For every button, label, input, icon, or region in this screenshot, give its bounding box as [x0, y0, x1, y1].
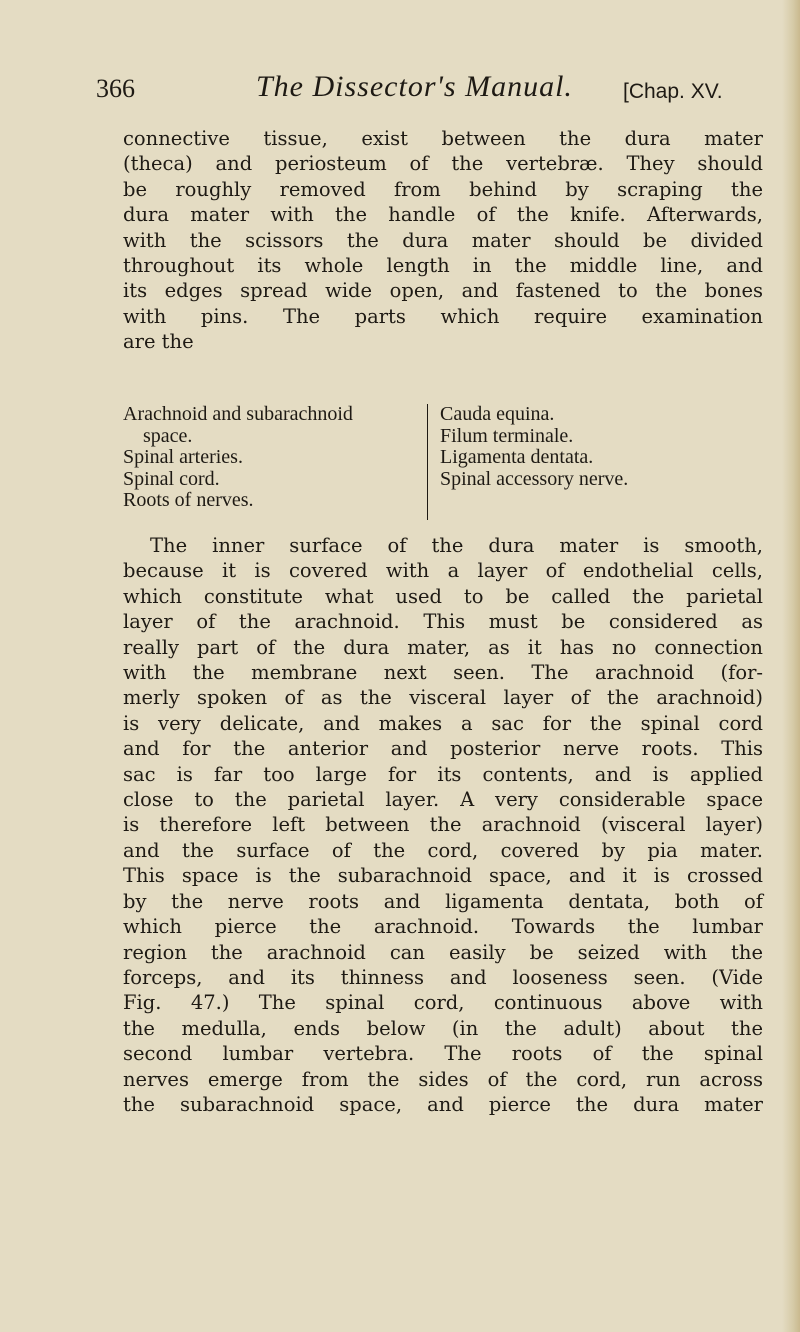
text-line: are the: [123, 330, 194, 354]
list-item: Ligamenta dentata.: [440, 446, 594, 468]
text-line: be roughly removed from behind by scraping the: [123, 177, 763, 201]
list-item: Roots of nerves.: [123, 489, 254, 511]
list-item: Filum terminale.: [440, 424, 574, 447]
text-line: is therefore left between the arachnoid (visceral layer): [123, 813, 763, 837]
text-line: the medulla, ends below (in the adult) about the: [123, 1016, 763, 1040]
text-line: second lumbar vertebra. The roots of the spinal: [123, 1042, 763, 1066]
list-item: Cauda equina.: [440, 403, 555, 425]
text-line: its edges spread wide open, and fastened to the bones: [123, 279, 763, 303]
text-line: layer of the arachnoid. This must be considered as: [123, 610, 763, 634]
list-item: Spinal cord.: [123, 467, 220, 490]
list-item: Spinal accessory nerve.: [440, 467, 629, 490]
page-edge-shadow: [782, 0, 800, 1332]
text-line: is very delicate, and makes a sac for the spinal cord: [123, 711, 763, 735]
text-line: which constitute what used to be called the parietal: [123, 584, 763, 608]
text-line: and the surface of the cord, covered by pia mater.: [123, 838, 763, 862]
text-line: dura mater with the handle of the knife. Afterwards,: [123, 203, 763, 227]
running-title: The Dissector's Manual.: [256, 70, 573, 103]
page-number: 366: [96, 74, 135, 103]
chapter-reference: [Chap. XV.: [623, 80, 723, 103]
list-item: space.: [143, 424, 193, 447]
text-line: connective tissue, exist between the dura mater: [123, 127, 763, 150]
paragraph-2: [123, 533, 763, 1117]
parts-list: [123, 404, 763, 524]
list-item: Spinal arteries.: [123, 446, 243, 468]
text-line: really part of the dura mater, as it has no connection: [123, 635, 763, 659]
list-item: Arachnoid and subarachnoid: [123, 403, 353, 425]
text-line: The inner surface of the dura mater is smooth,: [150, 534, 763, 557]
text-line: nerves emerge from the sides of the cord, run across: [123, 1067, 763, 1091]
text-line: (theca) and periosteum of the vertebræ. They should: [123, 152, 763, 176]
text-line: close to the parietal layer. A very considerable space: [123, 788, 763, 812]
running-header: [88, 70, 768, 110]
text-line: throughout its whole length in the middle line, and: [123, 254, 763, 278]
text-line: with the membrane next seen. The arachnoid (for-: [123, 661, 763, 685]
text-line: and for the anterior and posterior nerve roots. This: [123, 737, 763, 761]
text-line: the subarachnoid space, and pierce the dura mater: [123, 1092, 763, 1116]
text-line: region the arachnoid can easily be seized with the: [123, 940, 763, 964]
paragraph-1: [123, 126, 763, 355]
parts-list-right-column: [440, 404, 760, 490]
column-divider: [427, 404, 428, 520]
text-line: This space is the subarachnoid space, and it is crossed: [123, 864, 763, 888]
text-line: forceps, and its thinness and looseness seen. (Vide: [123, 965, 763, 989]
text-line: with the scissors the dura mater should be divided: [123, 228, 763, 252]
text-line: with pins. The parts which require examination: [123, 304, 763, 328]
text-line: merly spoken of as the visceral layer of the arachnoid): [123, 686, 763, 710]
text-line: sac is far too large for its contents, and is applied: [123, 762, 763, 786]
parts-list-left-column: [123, 404, 423, 512]
text-line: which pierce the arachnoid. Towards the lumbar: [123, 915, 763, 939]
text-line: by the nerve roots and ligamenta dentata, both of: [123, 889, 763, 913]
text-line: Fig. 47.) The spinal cord, continuous above with: [123, 991, 763, 1015]
text-line: because it is covered with a layer of endothelial cells,: [123, 559, 763, 583]
